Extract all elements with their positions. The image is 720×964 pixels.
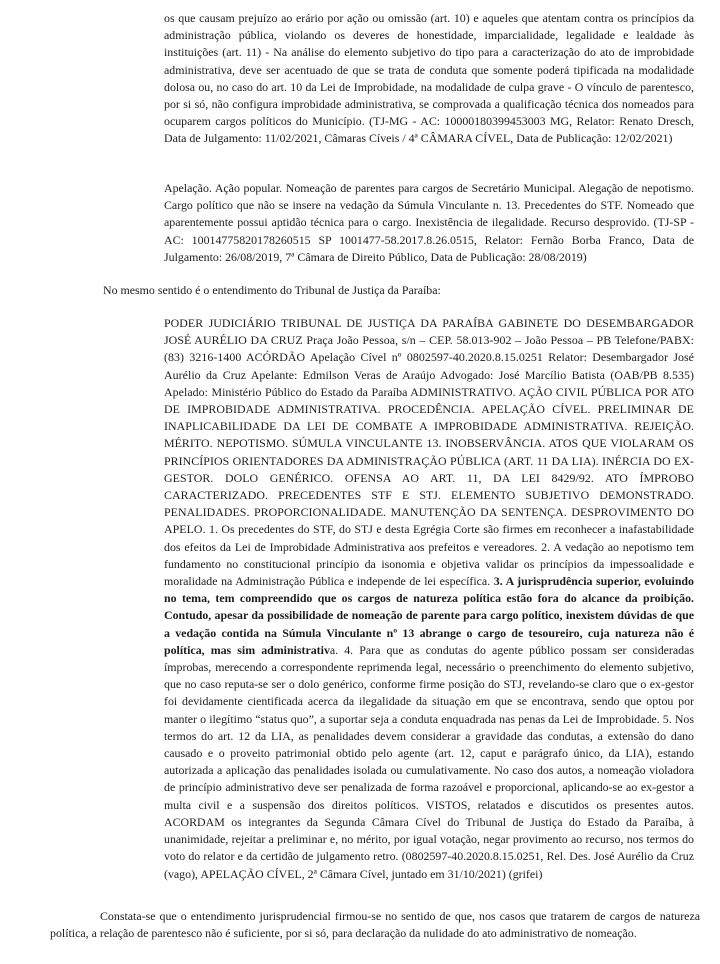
quote-tjpb-text-b: a. 4. Para que as condutas do agente público possam ser consideradas ímprobas, merecendo a correspondente reprimenda legal, necessário o preenchimento do elemento subjetivo, que no caso reputa-se ser o dolo genérico, conforme firme posição do STJ, revelando-se claro que o ex-gestor foi devidamente cientificada acerca da ilegalidade da situação em que se encontrava, sendo que optou por manter o ilegítimo “status quo”, a suportar seja a conduta enquadrada nas penas da Lei de Improbidade. 5. Nos termos do art. 12 da LIA, as penalidades devem considerar a gravidade das condutas, a extensão do dano causado e o proveito patrimonial obtido pelo agente (art. 12, caput e parágrafo único, da LIA), estando autorizada a aplicação das penalidades isolada ou cumulativamente. No caso dos autos, a nomeação violadora de princípio administrativo deve ser penalizada de forma razoável e proporcional, aplicando-se ao ex-gestor a multa civil e a suspensão dos direitos políticos. VISTOS, relatados e discutidos os presentes autos. ACORDAM os integrantes da Segunda Câmara Cível do Tribunal de Justiça do Estado da Paraíba, à unanimidade, rejeitar a preliminar e, no mérito, por igual votação, negar provimento ao recurso, nos termos do voto do relator e da certidão de julgamento retro. (0802597-40.2020.8.15.0251, Rel. Des. José Aurélio da Cruz (vago), APELAÇÃO CÍVEL, 2ª Câmara Cível, juntado em 31/10/2021) (grifei) — [164, 642, 695, 881]
conclusion-text: Constata-se que o entendimento jurisprudencial firmou-se no sentido de que, nos casos que tratarem de cargos de natureza política, a relação de parentesco não é suficiente, por si só, para declaração da nulidade do ato administrativo de nomeação. — [50, 909, 700, 941]
quote-tjmg — [164, 10, 694, 148]
quote-tjpb-bold-excerpt: 3. A jurisprudência superior, evoluindo no tema, tem compreendido que os cargos de natureza política estão fora do alcance da proibição. Contudo, apesar da possibilidade de nomeação de parente para cargo político, inexistem dúvidas de que a vedação contida na Súmula Vinculante nº 13 abrange o cargo de tesoureiro, cuja natureza não é política, mas sim administrativ — [164, 574, 694, 657]
quote-tjpb-header: PODER JUDICIÁRIO TRIBUNAL DE JUSTIÇA DA PARAÍBA GABINETE DO DESEMBARGADOR JOSÉ AURÉLIO DA CRUZ Praça João Pessoa, s/n – CEP. 58.013-902 – João Pessoa – PB Telefone/PABX: (83) 3216-1400 ACÓRDÃO Apelação Cível nº 0802597-40.2020.8.15.0251 Relator: Desembargador José Aurélio da Cruz Apelante: Edmilson Veras de Araújo Advogado: José Marcílio Batista (OAB/PB 8.535) Apelado: Ministério Público do Estado da Paraíba ADMINISTRATIVO. AÇÃO CIVIL PÚBLICA POR ATO DE IMPROBIDADE ADMINISTRATIVA. PROCEDÊNCIA. APELAÇÃO CÍVEL. PRELIMINAR DE INAPLICABILIDADE DA LEI DE COMBATE A IMPROBIDADE ADMINISTRATIVA. REJEIÇÃO. MÉRITO. NEPOTISMO. SÚMULA VINCULANTE 13. INOBSERVÂNCIA. ATOS QUE VIOLARAM OS PRINCÍPIOS ORIENTADORES DA ADMINISTRAÇÃO PÚBLICA (ART. 11 DA LIA). INÉRCIA DO EX-GESTOR. DOLO GENÉRICO. OFENSA AO ART. 11, DA LEI 8429/92. ATO ÍMPROBO CARACTERIZADO. PRECEDENTES STF E STJ. ELEMENTO SUBJETIVO DEMONSTRADO. PENALIDADES. PROPORCIONALIDADE. MANUTENÇÃO DA SENTENÇA. DESPROVIMENTO DO APELO. — [164, 316, 694, 537]
intro-paragraph — [103, 282, 663, 299]
quote-tjpb-paragraph — [164, 315, 694, 883]
quote-tjpb-text-a: 1. Os precedentes do STF, do STJ e desta Egrégia Corte são firmes em reconhecer a inafastabilidade dos efeitos da Lei de Improbidade Administrativa aos prefeitos e vereadores. 2. A vedação ao nepotismo tem fundamento no constitucional princípio da isonomia e objetiva validar os princípios da impessoalidade e moralidade na Administração Pública e independe de lei específica. — [164, 522, 694, 589]
conclusion-paragraph — [50, 908, 700, 942]
intro-text: No mesmo sentido é o entendimento do Tribunal de Justiça da Paraíba: — [103, 283, 441, 297]
quote-tjpb — [164, 315, 694, 883]
quote-tjsp — [164, 180, 694, 266]
quote-tjsp-text: Apelação. Ação popular. Nomeação de parentes para cargos de Secretário Municipal. Alegação de nepotismo. Cargo político que não se insere na vedação da Súmula Vinculante n. 13. Precedentes do STF. Nomeado que aparentemente possui aptidão técnica para o cargo. Inexistência de ilegalidade. Recurso desprovido. (TJ-SP - AC: 10014775820178260515 SP 1001477-58.2017.8.26.0515, Relator: Fernão Borba Franco, Data de Julgamento: 26/08/2019, 7ª Câmara de Direito Público, Data de Publicação: 28/08/2019) — [164, 181, 694, 264]
quote-tjmg-text: os que causam prejuízo ao erário por ação ou omissão (art. 10) e aqueles que atentam contra os princípios da administração pública, violando os deveres de honestidade, imparcialidade, legalidade e lealdade às instituições (art. 11) - Na análise do elemento subjetivo do tipo para a caracterização do ato de improbidade administrativa, deve ser acentuado de que se trata de conduta que somente poderá tipificada na modalidade dolosa ou, no caso do art. 10 da Lei de Improbidade, na modalidade de culpa grave - O vínculo de parentesco, por si só, não configura improbidade administrativa, se comprovada a qualificação técnica dos nomeados para ocuparem cargos políticos do Município. (TJ-MG - AC: 10000180399453003 MG, Relator: Renato Dresch, Data de Julgamento: 11/02/2021, Câmaras Cíveis / 4ª CÂMARA CÍVEL, Data de Publicação: 12/02/2021) — [164, 11, 694, 146]
